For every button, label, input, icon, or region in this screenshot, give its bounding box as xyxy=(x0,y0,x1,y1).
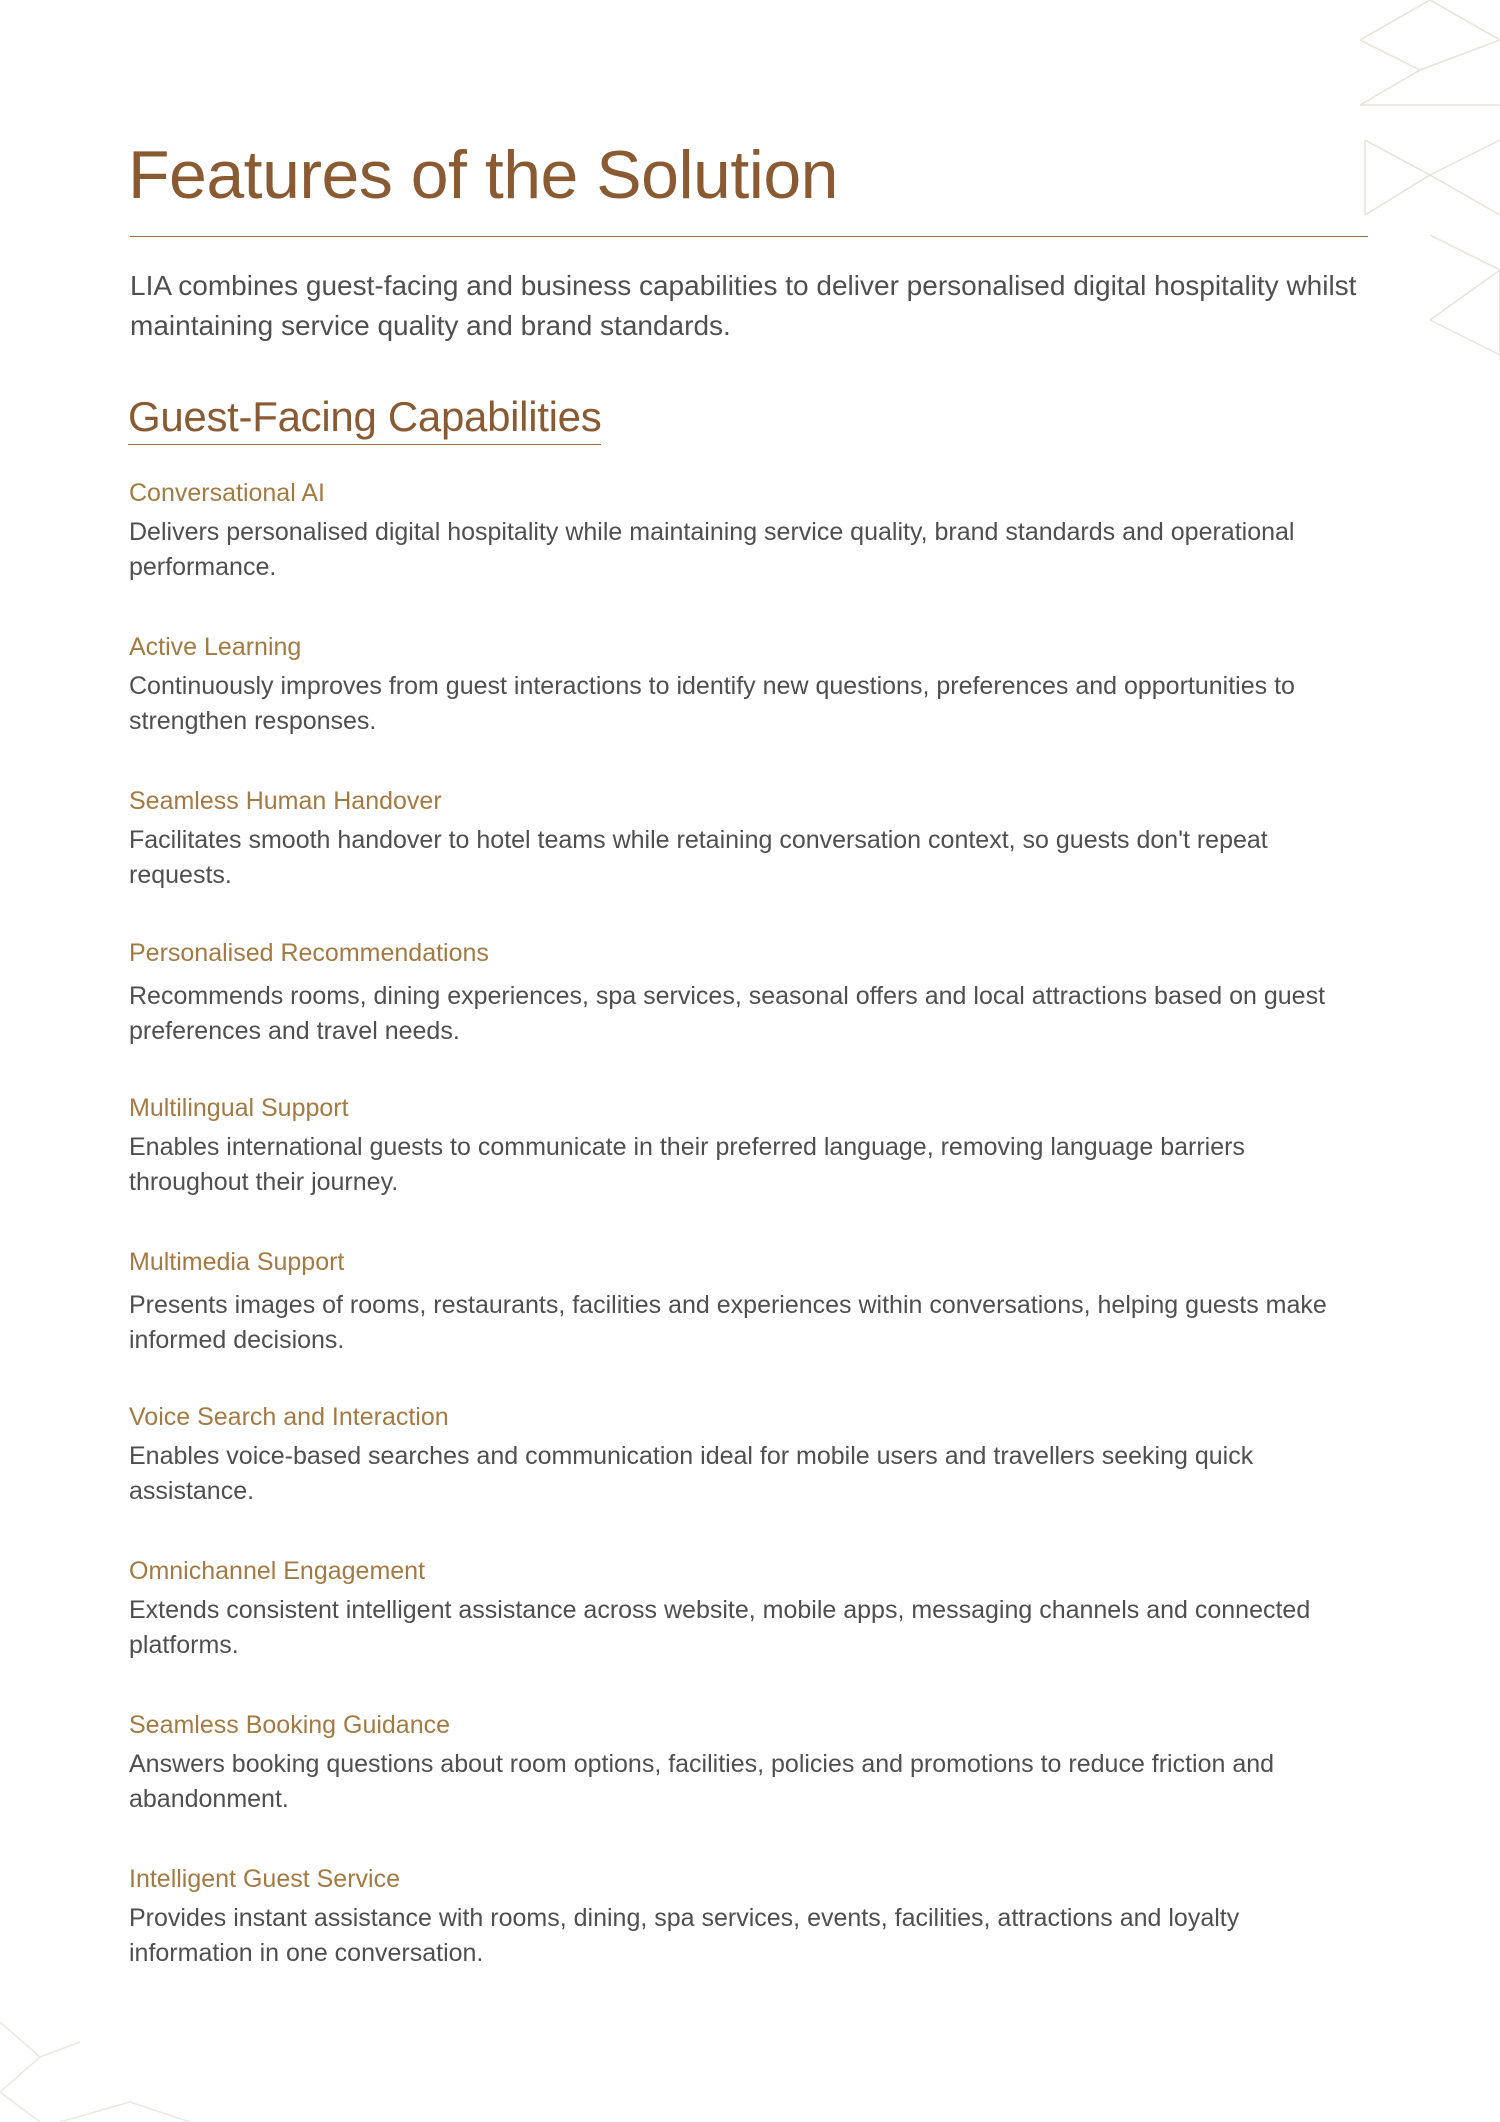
feature-title: Multilingual Support xyxy=(129,1094,349,1122)
page-title: Features of the Solution xyxy=(128,137,839,213)
feature-multimedia-support xyxy=(129,1246,1369,1358)
feature-description: Answers booking questions about room options, facilities, policies and promotions to reduce friction and abandonment. xyxy=(129,1750,1275,1813)
feature-multilingual-support xyxy=(129,1092,1369,1200)
feature-omnichannel-engagement xyxy=(129,1555,1369,1663)
feature-conversational-ai xyxy=(129,477,1369,585)
feature-description: Facilitates smooth handover to hotel teams while retaining conversation context, so guests don't repeat requests. xyxy=(129,826,1268,889)
feature-title: Voice Search and Interaction xyxy=(129,1403,449,1431)
feature-voice-search-and-interaction xyxy=(129,1401,1369,1509)
feature-active-learning xyxy=(129,631,1369,739)
feature-title: Active Learning xyxy=(129,633,302,661)
geometric-pattern-decoration xyxy=(1360,0,1500,360)
feature-title: Multimedia Support xyxy=(129,1248,345,1276)
feature-seamless-human-handover xyxy=(129,785,1369,893)
feature-title: Intelligent Guest Service xyxy=(129,1865,400,1893)
feature-title: Seamless Human Handover xyxy=(129,787,442,815)
feature-description: Enables international guests to communicate in their preferred language, removing language barriers throughout their journey. xyxy=(129,1133,1245,1196)
geometric-pattern-decoration-bottom xyxy=(0,2012,200,2122)
title-divider xyxy=(130,236,1368,237)
feature-description: Delivers personalised digital hospitality while maintaining service quality, brand standards and operational performance. xyxy=(129,518,1295,581)
feature-title: Conversational AI xyxy=(129,479,325,507)
feature-personalised-recommendations xyxy=(129,937,1369,1049)
intro-paragraph: LIA combines guest-facing and business capabilities to deliver personalised digital hospitality whilst maintaining service quality and brand standards. xyxy=(130,270,1357,341)
feature-description: Presents images of rooms, restaurants, facilities and experiences within conversations, helping guests make informed decisions. xyxy=(129,1291,1327,1354)
feature-title: Personalised Recommendations xyxy=(129,939,489,967)
feature-title: Seamless Booking Guidance xyxy=(129,1711,451,1739)
feature-description: Continuously improves from guest interactions to identify new questions, preferences and opportunities to strengthen responses. xyxy=(129,672,1295,735)
feature-description: Extends consistent intelligent assistance across website, mobile apps, messaging channels and connected platforms. xyxy=(129,1596,1311,1659)
feature-description: Provides instant assistance with rooms, dining, spa services, events, facilities, attractions and loyalty information in one conversation. xyxy=(129,1904,1240,1967)
feature-intelligent-guest-service xyxy=(129,1863,1369,1971)
feature-title: Omnichannel Engagement xyxy=(129,1557,426,1585)
feature-description: Enables voice-based searches and communication ideal for mobile users and travellers seeking quick assistance. xyxy=(129,1442,1254,1505)
feature-description: Recommends rooms, dining experiences, spa services, seasonal offers and local attractions based on guest preferences and travel needs. xyxy=(129,982,1326,1045)
feature-seamless-booking-guidance xyxy=(129,1709,1369,1817)
section-heading: Guest-Facing Capabilities xyxy=(128,392,601,445)
